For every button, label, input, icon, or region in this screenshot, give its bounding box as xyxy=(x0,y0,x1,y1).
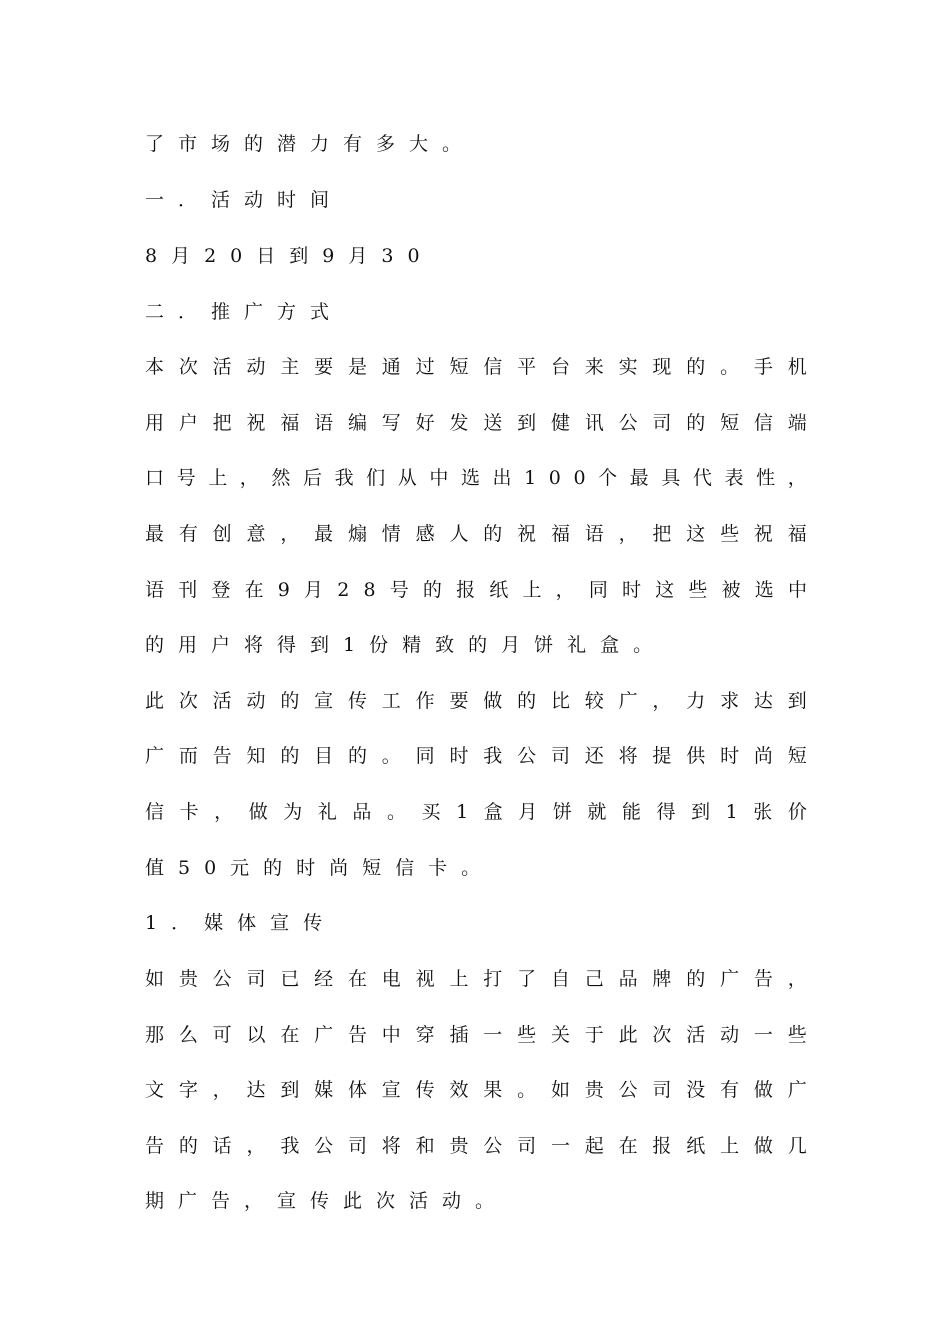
text-line: 期广告，宣传此次活动。 xyxy=(145,1190,509,1212)
text-line: 语 刊 登 在 9 月 2 8 号 的 报 纸 上 ， 同 时 这 些 被 选 中 xyxy=(145,579,807,601)
text-line: 口 号 上 ， 然 后 我 们 从 中 选 出 1 0 0 个 最 具 代 表 性 ， xyxy=(145,467,807,489)
text-line: 8月20日到9月30 xyxy=(145,245,434,267)
text-line: 的用户将得到1份精致的月饼礼盒。 xyxy=(145,634,667,656)
text-line: 告 的 话 ， 我 公 司 将 和 贵 公 司 一 起 在 报 纸 上 做 几 xyxy=(145,1135,807,1157)
text-line: 信 卡 ， 做 为 礼 品 。 买 1 盒 月 饼 就 能 得 到 1 张 价 xyxy=(145,801,807,823)
text-line: 用 户 把 祝 福 语 编 写 好 发 送 到 健 讯 公 司 的 短 信 端 xyxy=(145,412,807,434)
text-line: 最 有 创 意 ， 最 煽 情 感 人 的 祝 福 语 ， 把 这 些 祝 福 xyxy=(145,523,807,545)
section-heading: 一．活动时间 xyxy=(145,189,344,211)
section-heading: 二．推广方式 xyxy=(145,301,344,323)
text-line: 广 而 告 知 的 目 的 。 同 时 我 公 司 还 将 提 供 时 尚 短 xyxy=(145,745,807,767)
text-line: 那 么 可 以 在 广 告 中 穿 插 一 些 关 于 此 次 活 动 一 些 xyxy=(145,1024,807,1046)
section-heading: 1．媒体宣传 xyxy=(145,912,337,934)
text-line: 如 贵 公 司 已 经 在 电 视 上 打 了 自 己 品 牌 的 广 告 ， xyxy=(145,968,807,990)
text-line: 了市场的潜力有多大。 xyxy=(145,133,476,155)
text-line: 值50元的时尚短信卡。 xyxy=(145,857,495,879)
text-line: 此 次 活 动 的 宣 传 工 作 要 做 的 比 较 广 ， 力 求 达 到 xyxy=(145,690,807,712)
text-line: 文 字 ， 达 到 媒 体 宣 传 效 果 。 如 贵 公 司 没 有 做 广 xyxy=(145,1079,807,1101)
text-line: 本 次 活 动 主 要 是 通 过 短 信 平 台 来 实 现 的 。 手 机 xyxy=(145,356,807,378)
